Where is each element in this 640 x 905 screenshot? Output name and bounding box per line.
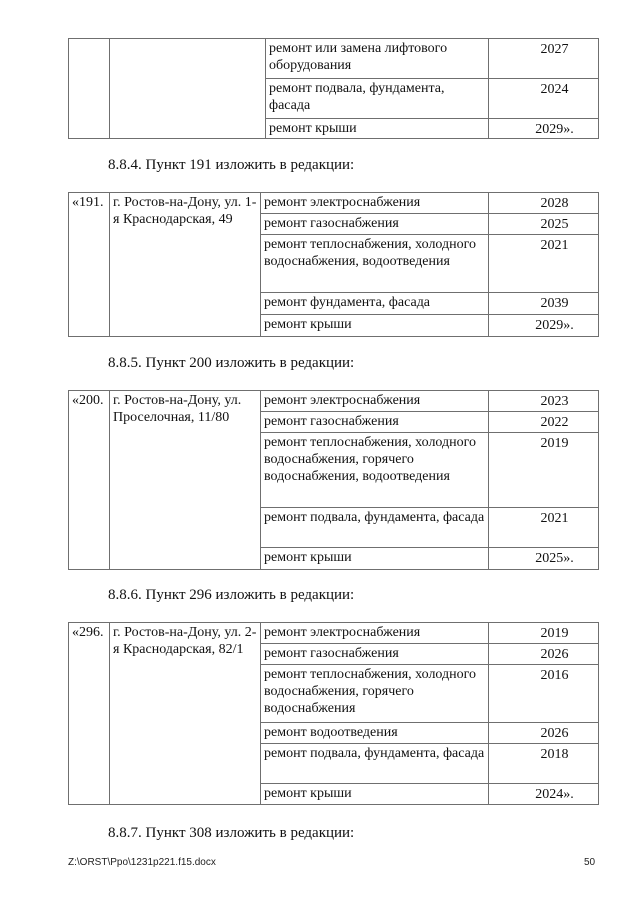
work-cell: ремонт электроснабжения <box>261 623 489 644</box>
work-cell: ремонт подвала, фундамента, фасада <box>261 744 489 784</box>
table-row <box>69 193 599 214</box>
year-cell: 2021 <box>489 235 599 293</box>
paragraph-item-308: 8.8.7. Пункт 308 изложить в редакции: <box>108 825 355 841</box>
year-cell: 2024 <box>489 79 599 119</box>
year-cell: 2023 <box>489 391 599 412</box>
table-row <box>69 623 599 644</box>
work-cell: ремонт теплоснабжения, холодного водоснабжения, горячего водоснабжения <box>261 665 489 723</box>
year-cell: 2019 <box>489 623 599 644</box>
year-cell: 2016 <box>489 665 599 723</box>
year-cell: 2021 <box>489 508 599 548</box>
work-cell: ремонт крыши <box>261 784 489 805</box>
work-cell: ремонт газоснабжения <box>261 412 489 433</box>
year-cell: 2024». <box>489 784 599 805</box>
number-cell: «191. <box>69 193 110 337</box>
work-cell: ремонт водоотведения <box>261 723 489 744</box>
year-cell: 2026 <box>489 644 599 665</box>
table-row <box>69 391 599 412</box>
table-row <box>69 39 599 79</box>
number-cell <box>69 39 110 139</box>
address-cell: г. Ростов-на-Дону, ул. 1-я Краснодарская, 49 <box>110 193 261 337</box>
work-cell: ремонт теплоснабжения, холодного водоснабжения, горячего водоснабжения, водоотведения <box>261 433 489 508</box>
year-cell: 2018 <box>489 744 599 784</box>
table-item-296 <box>68 622 599 805</box>
table-item-200 <box>68 390 599 570</box>
year-cell: 2029». <box>489 315 599 337</box>
year-cell: 2022 <box>489 412 599 433</box>
number-cell: «200. <box>69 391 110 570</box>
year-cell: 2026 <box>489 723 599 744</box>
work-cell: ремонт подвала, фундамента, фасада <box>261 508 489 548</box>
address-cell: г. Ростов-на-Дону, ул. Проселочная, 11/80 <box>110 391 261 570</box>
year-cell: 2029». <box>489 119 599 139</box>
footer-file-path: Z:\ORST\Ppo\1231p221.f15.docx <box>68 857 216 868</box>
work-cell: ремонт электроснабжения <box>261 391 489 412</box>
work-cell: ремонт подвала, фундамента, фасада <box>266 79 489 119</box>
work-cell: ремонт крыши <box>261 548 489 570</box>
number-cell: «296. <box>69 623 110 805</box>
paragraph-item-200: 8.8.5. Пункт 200 изложить в редакции: <box>108 355 355 371</box>
work-cell: ремонт газоснабжения <box>261 214 489 235</box>
table-continuation <box>68 38 599 139</box>
work-cell: ремонт теплоснабжения, холодного водоснабжения, водоотведения <box>261 235 489 293</box>
year-cell: 2019 <box>489 433 599 508</box>
work-cell: ремонт газоснабжения <box>261 644 489 665</box>
address-cell <box>110 39 266 139</box>
work-cell: ремонт крыши <box>266 119 489 139</box>
year-cell: 2027 <box>489 39 599 79</box>
footer-page-number: 50 <box>584 857 596 868</box>
year-cell: 2039 <box>489 293 599 315</box>
work-cell: ремонт электроснабжения <box>261 193 489 214</box>
paragraph-item-191: 8.8.4. Пункт 191 изложить в редакции: <box>108 157 355 173</box>
table-item-191 <box>68 192 599 337</box>
paragraph-item-296: 8.8.6. Пункт 296 изложить в редакции: <box>108 587 355 603</box>
address-cell: г. Ростов-на-Дону, ул. 2-я Краснодарская, 82/1 <box>110 623 261 805</box>
work-cell: ремонт фундамента, фасада <box>261 293 489 315</box>
work-cell: ремонт крыши <box>261 315 489 337</box>
year-cell: 2025 <box>489 214 599 235</box>
year-cell: 2025». <box>489 548 599 570</box>
year-cell: 2028 <box>489 193 599 214</box>
work-cell: ремонт или замена лифтового оборудования <box>266 39 489 79</box>
